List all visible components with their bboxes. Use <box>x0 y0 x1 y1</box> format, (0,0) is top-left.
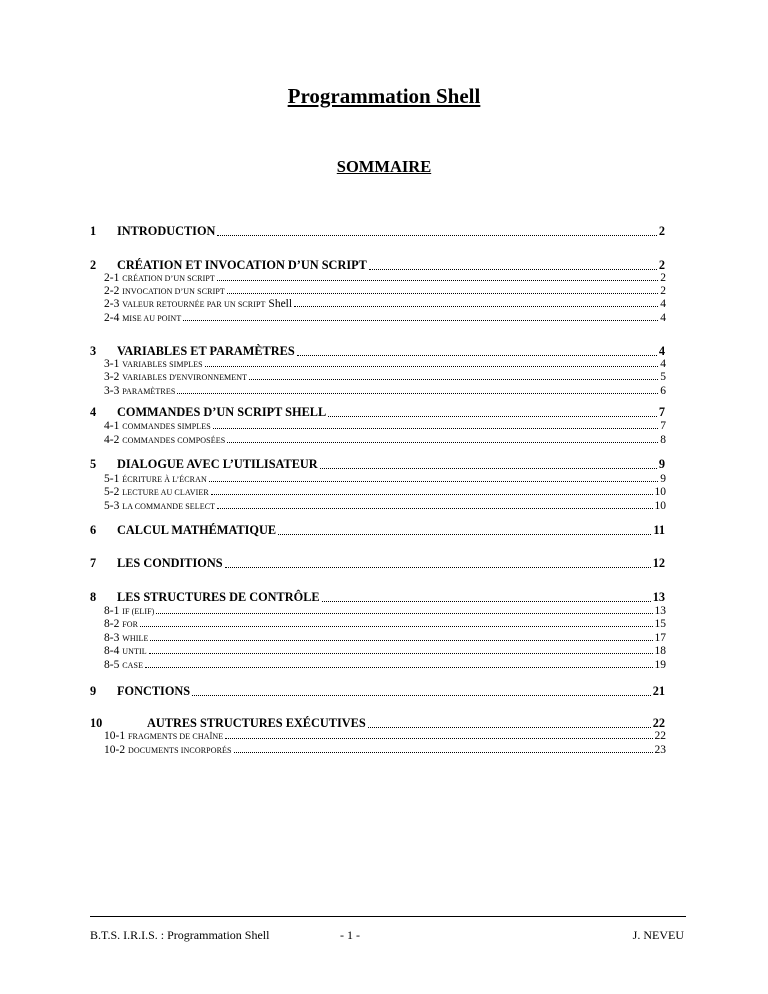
toc-leader-dots <box>294 305 658 307</box>
toc-section[interactable] <box>117 457 665 472</box>
toc-subsection-number: 2-3 <box>104 298 120 310</box>
toc-leader-dots <box>211 493 653 495</box>
toc-section[interactable] <box>147 716 665 731</box>
footer-left-text: B.T.S. I.R.I.S. : Programmation Shell <box>90 928 270 942</box>
toc-section-title: CRÉATION ET INVOCATION D’UN SCRIPT <box>117 258 367 272</box>
toc-leader-dots <box>149 652 653 654</box>
toc-subsection[interactable] <box>104 285 666 297</box>
toc-page-number: 13 <box>652 590 665 604</box>
toc-section-title: CALCUL MATHÉMATIQUE <box>117 523 277 537</box>
toc-subsection-title <box>104 272 215 284</box>
toc-subsection-title <box>104 618 138 630</box>
toc-section-number: 3 <box>90 344 97 358</box>
toc-leader-dots <box>328 415 657 417</box>
toc-leader-dots <box>150 639 652 641</box>
toc-section-title: FONCTIONS <box>117 684 191 698</box>
toc-subsection[interactable] <box>104 434 666 446</box>
toc-subsection-number: 2-4 <box>104 312 120 324</box>
toc-leader-dots <box>369 268 657 270</box>
toc-subsection-number: 3-1 <box>104 358 120 370</box>
toc-subsection-number: 4-1 <box>104 420 120 432</box>
toc-subsection[interactable] <box>104 486 666 498</box>
toc-subsection-number: 8-1 <box>104 605 120 617</box>
toc-page-number: 5 <box>660 371 666 383</box>
toc-leader-dots <box>225 566 651 568</box>
toc-page-number: 23 <box>654 744 666 756</box>
toc-section-title: VARIABLES ET PARAMÈTRES <box>117 344 295 358</box>
toc-subsection[interactable] <box>104 298 666 310</box>
toc-page-number: 19 <box>654 659 666 671</box>
toc-page-number: 2 <box>658 258 665 272</box>
toc-subsection-label: COMMANDES SIMPLES <box>122 422 211 431</box>
toc-subsection-label: FRAGMENTS DE CHAÎNE <box>127 732 224 741</box>
toc-subsection[interactable] <box>104 385 666 397</box>
toc-subsection-label: VARIABLES SIMPLES <box>122 360 203 369</box>
toc-subsection-title <box>104 298 292 310</box>
toc-leader-dots <box>209 480 658 482</box>
toc-section[interactable] <box>117 684 665 699</box>
toc-subsection-label-tail: Shell <box>268 298 293 310</box>
toc-subsection-label: CASE <box>122 661 144 670</box>
toc-subsection-title <box>104 744 232 756</box>
toc-leader-dots <box>368 726 651 728</box>
toc-subsection[interactable] <box>104 605 666 617</box>
toc-subsection[interactable] <box>104 618 666 630</box>
toc-page-number: 13 <box>654 605 666 617</box>
toc-section-title: DIALOGUE AVEC L’UTILISATEUR <box>117 457 318 471</box>
footer-divider <box>90 916 686 917</box>
toc-section[interactable] <box>117 224 665 239</box>
toc-subsection-title <box>104 645 147 657</box>
toc-section-title: COMMANDES D’UN SCRIPT SHELL <box>117 405 327 419</box>
toc-subsection-number: 4-2 <box>104 434 120 446</box>
toc-page-number: 2 <box>658 224 665 238</box>
toc-subsection-label: FOR <box>122 620 139 629</box>
toc-subsection[interactable] <box>104 473 666 485</box>
toc-section-number: 5 <box>90 457 97 471</box>
toc-subsection-title <box>104 473 207 485</box>
toc-page-number: 9 <box>658 457 665 471</box>
toc-section-title: LES STRUCTURES DE CONTRÔLE <box>117 590 320 604</box>
toc-subsection[interactable] <box>104 645 666 657</box>
toc-subsection-number: 8-2 <box>104 618 120 630</box>
toc-page-number: 8 <box>660 434 666 446</box>
toc-section-number: 8 <box>90 590 97 604</box>
toc-section[interactable] <box>117 405 665 420</box>
toc-section[interactable] <box>117 556 665 571</box>
toc-leader-dots <box>205 365 659 367</box>
toc-subsection-label: LECTURE AU CLAVIER <box>122 488 209 497</box>
toc-page-number: 2 <box>660 272 666 284</box>
toc-leader-dots <box>217 234 656 236</box>
toc-subsection-title <box>104 371 247 383</box>
toc-page-number: 6 <box>660 385 666 397</box>
toc-subsection[interactable] <box>104 744 666 756</box>
toc-subsection-number: 8-3 <box>104 632 120 644</box>
toc-subsection-label: PARAMÈTRES <box>122 387 176 396</box>
toc-subsection-label: COMMANDES COMPOSÉES <box>122 436 226 445</box>
toc-leader-dots <box>297 354 657 356</box>
toc-page-number: 9 <box>660 473 666 485</box>
toc-leader-dots <box>320 467 657 469</box>
toc-page-number: 22 <box>652 716 665 730</box>
toc-subsection-title <box>104 312 181 324</box>
toc-subsection-label: VARIABLES D'ENVIRONNEMENT <box>122 373 248 382</box>
toc-subsection-number: 8-4 <box>104 645 120 657</box>
toc-subsection[interactable] <box>104 358 666 370</box>
toc-subsection[interactable] <box>104 312 666 324</box>
toc-leader-dots <box>227 292 658 294</box>
toc-subsection-number: 5-2 <box>104 486 120 498</box>
toc-section[interactable] <box>117 258 665 273</box>
toc-leader-dots <box>249 378 658 380</box>
toc-subsection-label: DOCUMENTS INCORPORÉS <box>127 746 232 755</box>
toc-subsection[interactable] <box>104 659 666 671</box>
toc-subsection[interactable] <box>104 730 666 742</box>
toc-subsection-label: UNTIL <box>122 647 147 656</box>
toc-subsection-title <box>104 605 154 617</box>
toc-subsection-number: 2-1 <box>104 272 120 284</box>
toc-page-number: 2 <box>660 285 666 297</box>
toc-section-title: LES CONDITIONS <box>117 556 223 570</box>
toc-page-number: 4 <box>660 298 666 310</box>
toc-leader-dots <box>177 392 658 394</box>
toc-leader-dots <box>213 427 658 429</box>
toc-leader-dots <box>227 441 658 443</box>
toc-leader-dots <box>183 319 658 321</box>
toc-leader-dots <box>217 279 658 281</box>
toc-section-number: 6 <box>90 523 97 537</box>
toc-subsection[interactable] <box>104 420 666 432</box>
toc-subsection-title <box>104 285 225 297</box>
toc-subsection-label: LA COMMANDE SELECT <box>122 502 216 511</box>
toc-section[interactable] <box>117 344 665 359</box>
toc-subsection[interactable] <box>104 632 666 644</box>
toc-subsection-title <box>104 420 211 432</box>
toc-page-number: 15 <box>654 618 666 630</box>
toc-page-number: 4 <box>660 358 666 370</box>
toc-leader-dots <box>278 533 651 535</box>
toc-subsection-title <box>104 659 143 671</box>
toc-page-number: 21 <box>652 684 665 698</box>
toc-subsection-number: 3-2 <box>104 371 120 383</box>
footer-author: J. NEVEU <box>632 928 684 942</box>
toc-leader-dots <box>145 666 652 668</box>
toc-page-number: 10 <box>654 486 666 498</box>
toc-section-number: 7 <box>90 556 97 570</box>
toc-section[interactable] <box>117 590 665 605</box>
toc-subsection-label: IF (ELIF) <box>122 607 155 616</box>
toc-section-number: 10 <box>90 716 103 730</box>
toc-page-number: 7 <box>660 420 666 432</box>
footer-page-number: - 1 - <box>340 928 360 942</box>
toc-subsection-number: 2-2 <box>104 285 120 297</box>
toc-subsection-number: 5-3 <box>104 500 120 512</box>
page-title: Programmation Shell <box>287 84 481 108</box>
toc-subsection-label: WHILE <box>122 634 149 643</box>
toc-subsection[interactable] <box>104 272 666 284</box>
toc-page-number: 11 <box>653 523 665 537</box>
toc-page-number: 17 <box>654 632 666 644</box>
toc-subsection-number: 10-2 <box>104 744 126 756</box>
toc-page-number: 12 <box>652 556 665 570</box>
toc-section-number: 9 <box>90 684 97 698</box>
toc-subsection-title <box>104 434 225 446</box>
toc-leader-dots <box>217 507 652 509</box>
toc-subsection-number: 8-5 <box>104 659 120 671</box>
toc-subsection-label: INVOCATION D’UN SCRIPT <box>122 287 225 296</box>
toc-subsection-title <box>104 358 203 370</box>
toc-page-number: 22 <box>654 730 666 742</box>
toc-section-title: INTRODUCTION <box>117 224 216 238</box>
toc-subsection-label: MISE AU POINT <box>122 314 182 323</box>
toc-section-number: 4 <box>90 405 97 419</box>
toc-page-number: 4 <box>658 344 665 358</box>
toc-page-number: 7 <box>658 405 665 419</box>
toc-leader-dots <box>192 694 651 696</box>
toc-subsection-title <box>104 385 175 397</box>
toc-leader-dots <box>322 600 651 602</box>
toc-subsection-number: 3-3 <box>104 385 120 397</box>
toc-subsection-title <box>104 730 223 742</box>
page-subtitle: SOMMAIRE <box>336 157 432 176</box>
toc-leader-dots <box>234 751 653 753</box>
toc-leader-dots <box>225 737 652 739</box>
toc-section-number: 1 <box>90 224 97 238</box>
toc-subsection-number: 10-1 <box>104 730 126 742</box>
toc-page-number: 18 <box>654 645 666 657</box>
toc-subsection-label: VALEUR RETOURNÉE PAR UN SCRIPT <box>122 300 266 309</box>
toc-subsection[interactable] <box>104 371 666 383</box>
toc-subsection-title <box>104 500 215 512</box>
toc-leader-dots <box>156 612 652 614</box>
toc-subsection-title <box>104 632 148 644</box>
toc-section-number: 2 <box>90 258 97 272</box>
toc-page-number: 10 <box>654 500 666 512</box>
toc-page-number: 4 <box>660 312 666 324</box>
toc-subsection-number: 5-1 <box>104 473 120 485</box>
toc-subsection-label: ÉCRITURE À L’ÉCRAN <box>122 475 207 484</box>
toc-section[interactable] <box>117 523 665 538</box>
toc-leader-dots <box>140 625 652 627</box>
toc-section-title: AUTRES STRUCTURES EXÉCUTIVES <box>147 716 366 730</box>
toc-subsection-label: CRÉATION D’UN SCRIPT <box>122 274 215 283</box>
toc-subsection-title <box>104 486 209 498</box>
toc-subsection[interactable] <box>104 500 666 512</box>
